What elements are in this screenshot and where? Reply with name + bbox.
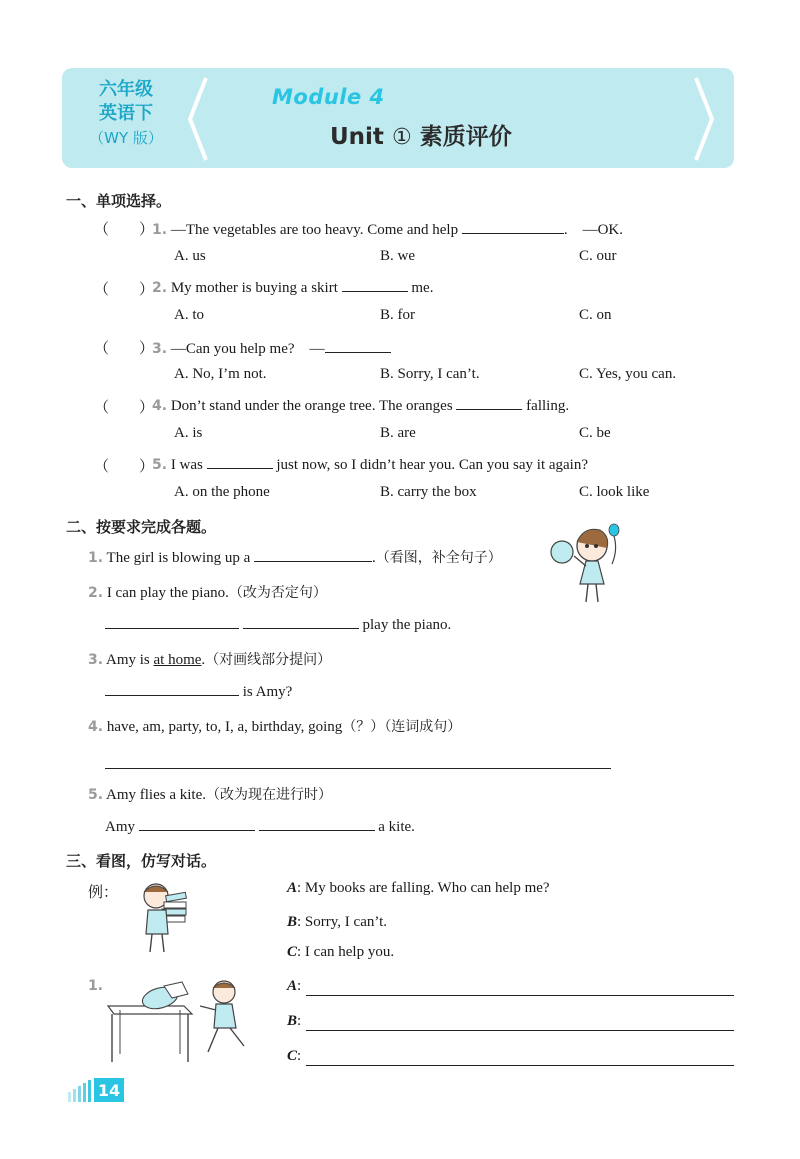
question-4: [152, 396, 569, 415]
module-title: Module 4: [272, 85, 385, 109]
option-a[interactable]: A. is: [174, 425, 203, 441]
section3-heading: 三、看图，仿写对话。: [66, 852, 217, 870]
answer-head-text: Amy: [105, 819, 135, 835]
answer-blank[interactable]: [325, 339, 391, 353]
s2-question-2: [88, 582, 327, 602]
answer-paren: （ ）: [94, 400, 155, 416]
question-text: —Can you help me? —: [170, 341, 325, 357]
page-number-badge: [68, 1078, 126, 1102]
answer-blank[interactable]: [259, 817, 375, 831]
grade-label-box: [74, 78, 178, 158]
left-chevron-icon: [186, 76, 210, 162]
speaker-label: A: [287, 880, 298, 896]
page-number: 14: [97, 1081, 121, 1100]
s3-question-1-number: [88, 978, 103, 995]
option-a[interactable]: A. us: [174, 248, 206, 264]
instruction-hint: （改为否定句）: [228, 585, 327, 601]
example-line-a: [287, 880, 550, 897]
s2-answer-3: [105, 682, 292, 701]
speaker-label: A: [287, 978, 298, 994]
question-number: 1.: [88, 550, 104, 566]
question-text: —The vegetables are too heavy. Come and help: [170, 222, 459, 238]
s2-answer-2: [105, 615, 451, 634]
question-text-tail: me.: [411, 280, 434, 296]
question-number: 4.: [88, 719, 104, 735]
subject-text: 英语下: [99, 103, 153, 124]
answer-tail-text: play the piano.: [362, 617, 452, 633]
option-b[interactable]: B. carry the box: [380, 484, 477, 500]
answer-blank[interactable]: [462, 220, 564, 234]
question-text: The girl is blowing up a: [106, 550, 251, 566]
answer-line[interactable]: [105, 768, 611, 769]
example-label: 例：: [88, 883, 119, 901]
question-text-tail: falling.: [526, 398, 570, 414]
speaker-label: C: [287, 944, 298, 960]
speaker-label: C: [287, 1048, 298, 1064]
answer-line-c: [287, 1048, 301, 1065]
answer-blank[interactable]: [243, 615, 359, 629]
question-text: My mother is buying a skirt: [170, 280, 338, 296]
speaker-label: B: [287, 1013, 298, 1029]
s2-answer-5: [105, 817, 415, 836]
s2-question-3: [88, 649, 331, 669]
question-3: [152, 337, 391, 358]
question-number: 1.: [88, 978, 104, 994]
dialogue-text: : My books are falling. Who can help me?: [297, 880, 550, 896]
colon: :: [297, 1048, 302, 1064]
table-and-running-boy-illustration: [104, 976, 264, 1066]
dialogue-text: : Sorry, I can’t.: [297, 914, 387, 930]
question-1: [152, 218, 623, 239]
question-number: 1.: [152, 222, 168, 238]
question-number: 5.: [88, 787, 104, 803]
question-text: Don’t stand under the orange tree. The oranges: [170, 398, 453, 414]
underlined-phrase: at home: [153, 652, 202, 668]
answer-blank[interactable]: [456, 396, 522, 410]
answer-paren: （ ）: [94, 222, 155, 238]
option-b[interactable]: B. for: [380, 307, 415, 323]
question-number: 5.: [152, 457, 168, 473]
answer-line-b: [287, 1013, 301, 1030]
s2-question-5: [88, 784, 332, 804]
answer-tail-text: a kite.: [378, 819, 415, 835]
girl-blowing-balloon-illustration: [544, 520, 624, 606]
question-text-tail: . —OK.: [563, 222, 623, 238]
option-a[interactable]: A. No, I’m not.: [174, 366, 267, 382]
question-text: Amy flies a kite.: [106, 787, 206, 803]
unit-number: ①: [391, 125, 412, 150]
title-area: [212, 76, 690, 162]
question-text: I was: [170, 457, 203, 473]
question-5: [152, 455, 588, 474]
speaker-label: B: [287, 914, 298, 930]
answer-tail-text: is Amy?: [242, 684, 293, 700]
colon: :: [297, 1013, 302, 1029]
grade-text: 六年级: [99, 79, 153, 100]
instruction-hint: （对画线部分提问）: [205, 652, 332, 668]
dialogue-answer-line[interactable]: [306, 995, 734, 996]
edition-text: （WY 版）: [89, 129, 163, 147]
question-text-tail: .: [372, 550, 376, 566]
answer-paren: （ ）: [94, 341, 155, 357]
question-number: 3.: [152, 341, 168, 357]
right-chevron-icon: [692, 76, 716, 162]
option-c[interactable]: C. be: [579, 425, 611, 441]
answer-paren: （ ）: [94, 459, 155, 475]
question-number: 4.: [152, 398, 168, 414]
answer-blank[interactable]: [105, 615, 239, 629]
instruction-hint: （连词成句）: [384, 719, 462, 735]
question-text: Amy is: [106, 652, 154, 668]
boy-carrying-books-illustration: [136, 880, 196, 956]
option-b[interactable]: B. we: [380, 248, 415, 264]
option-c[interactable]: C. Yes, you can.: [579, 366, 677, 382]
answer-blank[interactable]: [105, 682, 239, 696]
unit-name: 素质评价: [419, 124, 512, 150]
question-number: 2.: [88, 585, 104, 601]
example-line-c: [287, 944, 394, 961]
dialogue-text: : I can help you.: [297, 944, 395, 960]
option-c[interactable]: C. on: [579, 307, 612, 323]
dialogue-answer-line[interactable]: [306, 1030, 734, 1031]
example-line-b: [287, 914, 387, 931]
unit-title: [330, 118, 512, 151]
option-b[interactable]: B. Sorry, I can’t.: [380, 366, 480, 382]
s2-question-1: [88, 547, 502, 567]
question-number: 3.: [88, 652, 104, 668]
option-c[interactable]: C. our: [579, 248, 617, 264]
option-a[interactable]: A. on the phone: [174, 484, 270, 500]
answer-blank[interactable]: [207, 455, 273, 469]
answer-line-a: [287, 978, 301, 995]
answer-paren: （ ）: [94, 282, 155, 298]
question-number: 2.: [152, 280, 168, 296]
answer-blank[interactable]: [254, 548, 372, 562]
instruction-hint: （改为现在进行时）: [205, 787, 332, 803]
section1-heading: 一、单项选择。: [66, 192, 172, 210]
question-text-tail: .: [201, 652, 206, 668]
answer-blank[interactable]: [342, 278, 408, 292]
option-b[interactable]: B. are: [380, 425, 416, 441]
question-text: have, am, party, to, I, a, birthday, going: [106, 719, 343, 735]
colon: :: [297, 978, 302, 994]
question-2: [152, 278, 433, 297]
question-text: I can play the piano.: [106, 585, 229, 601]
s2-question-4: [88, 716, 461, 736]
unit-prefix: Unit: [330, 124, 384, 150]
question-text-tail: just now, so I didn’t hear you. Can you say it again?: [276, 457, 589, 473]
instruction-hint: （看图，补全句子）: [375, 550, 502, 566]
option-c[interactable]: C. look like: [579, 484, 650, 500]
option-a[interactable]: A. to: [174, 307, 204, 323]
answer-blank[interactable]: [139, 817, 255, 831]
section2-heading: 二、按要求完成各题。: [66, 518, 217, 536]
question-mark: （？）: [342, 719, 385, 735]
dialogue-answer-line[interactable]: [306, 1065, 734, 1066]
